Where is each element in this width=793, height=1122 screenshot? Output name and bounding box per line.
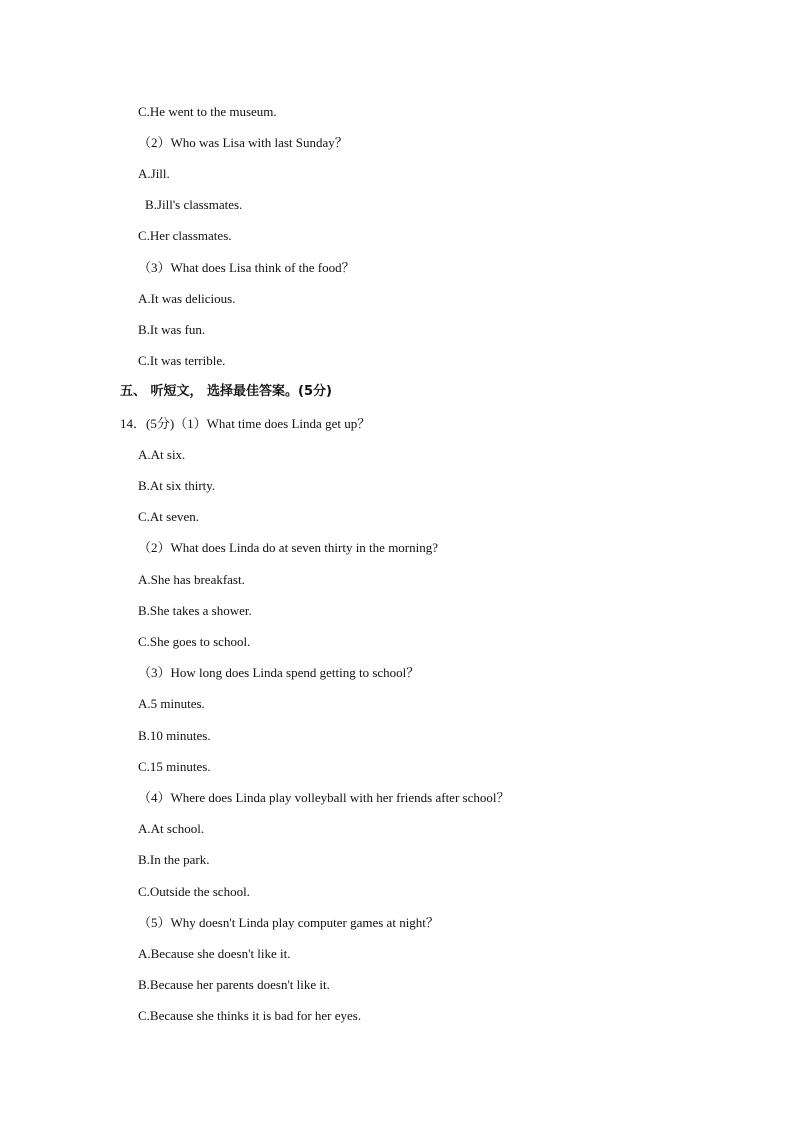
option-b-parents: B.Because her parents doesn't like it. [138, 977, 330, 992]
option-a-at-six: A.At six. [138, 447, 186, 462]
option-b-six-thirty: B.At six thirty. [138, 478, 216, 493]
question-4-volleyball: （4）Where does Linda play volleyball with her friends after school？ [138, 790, 510, 805]
question-2-seven-thirty: （2）What does Linda do at seven thirty in the morning? [138, 540, 439, 555]
question-14-1-get-up: 14．(5分)（1）What time does Linda get up？ [120, 416, 371, 431]
option-b-in-the-park: B.In the park. [138, 852, 210, 867]
option-a-5-minutes: A.5 minutes. [138, 696, 205, 711]
question-3-how-long: （3）How long does Linda spend getting to school？ [138, 665, 420, 680]
section-five-heading: 五、 听短文， 选择最佳答案。(5分) [120, 384, 332, 399]
option-c-museum: C.He went to the museum. [138, 104, 277, 119]
option-c-bad-for-eyes: C.Because she thinks it is bad for her eyes. [138, 1008, 362, 1023]
option-c-terrible: C.It was terrible. [138, 353, 226, 368]
option-a-at-school: A.At school. [138, 821, 205, 836]
option-c-outside-school: C.Outside the school. [138, 884, 250, 899]
question-5-computer-games: （5）Why doesn't Linda play computer games at night？ [138, 915, 439, 930]
option-b-shower: B.She takes a shower. [138, 603, 252, 618]
question-3-food: （3）What does Lisa think of the food？ [138, 260, 355, 275]
option-b-fun: B.It was fun. [138, 322, 206, 337]
option-c-seven: C.At seven. [138, 509, 200, 524]
option-a-breakfast: A.She has breakfast. [138, 572, 245, 587]
question-2-lisa-with: （2）Who was Lisa with last Sunday？ [138, 135, 348, 150]
option-a-jill: A.Jill. [138, 166, 170, 181]
option-c-15-minutes: C.15 minutes. [138, 759, 211, 774]
option-c-her-classmates: C.Her classmates. [138, 228, 232, 243]
option-b-10-minutes: B.10 minutes. [138, 728, 211, 743]
option-a-delicious: A.It was delicious. [138, 291, 236, 306]
option-c-goes-to-school: C.She goes to school. [138, 634, 251, 649]
option-a-doesnt-like: A.Because she doesn't like it. [138, 946, 291, 961]
option-b-jills-classmates: B.Jill's classmates. [145, 197, 243, 212]
